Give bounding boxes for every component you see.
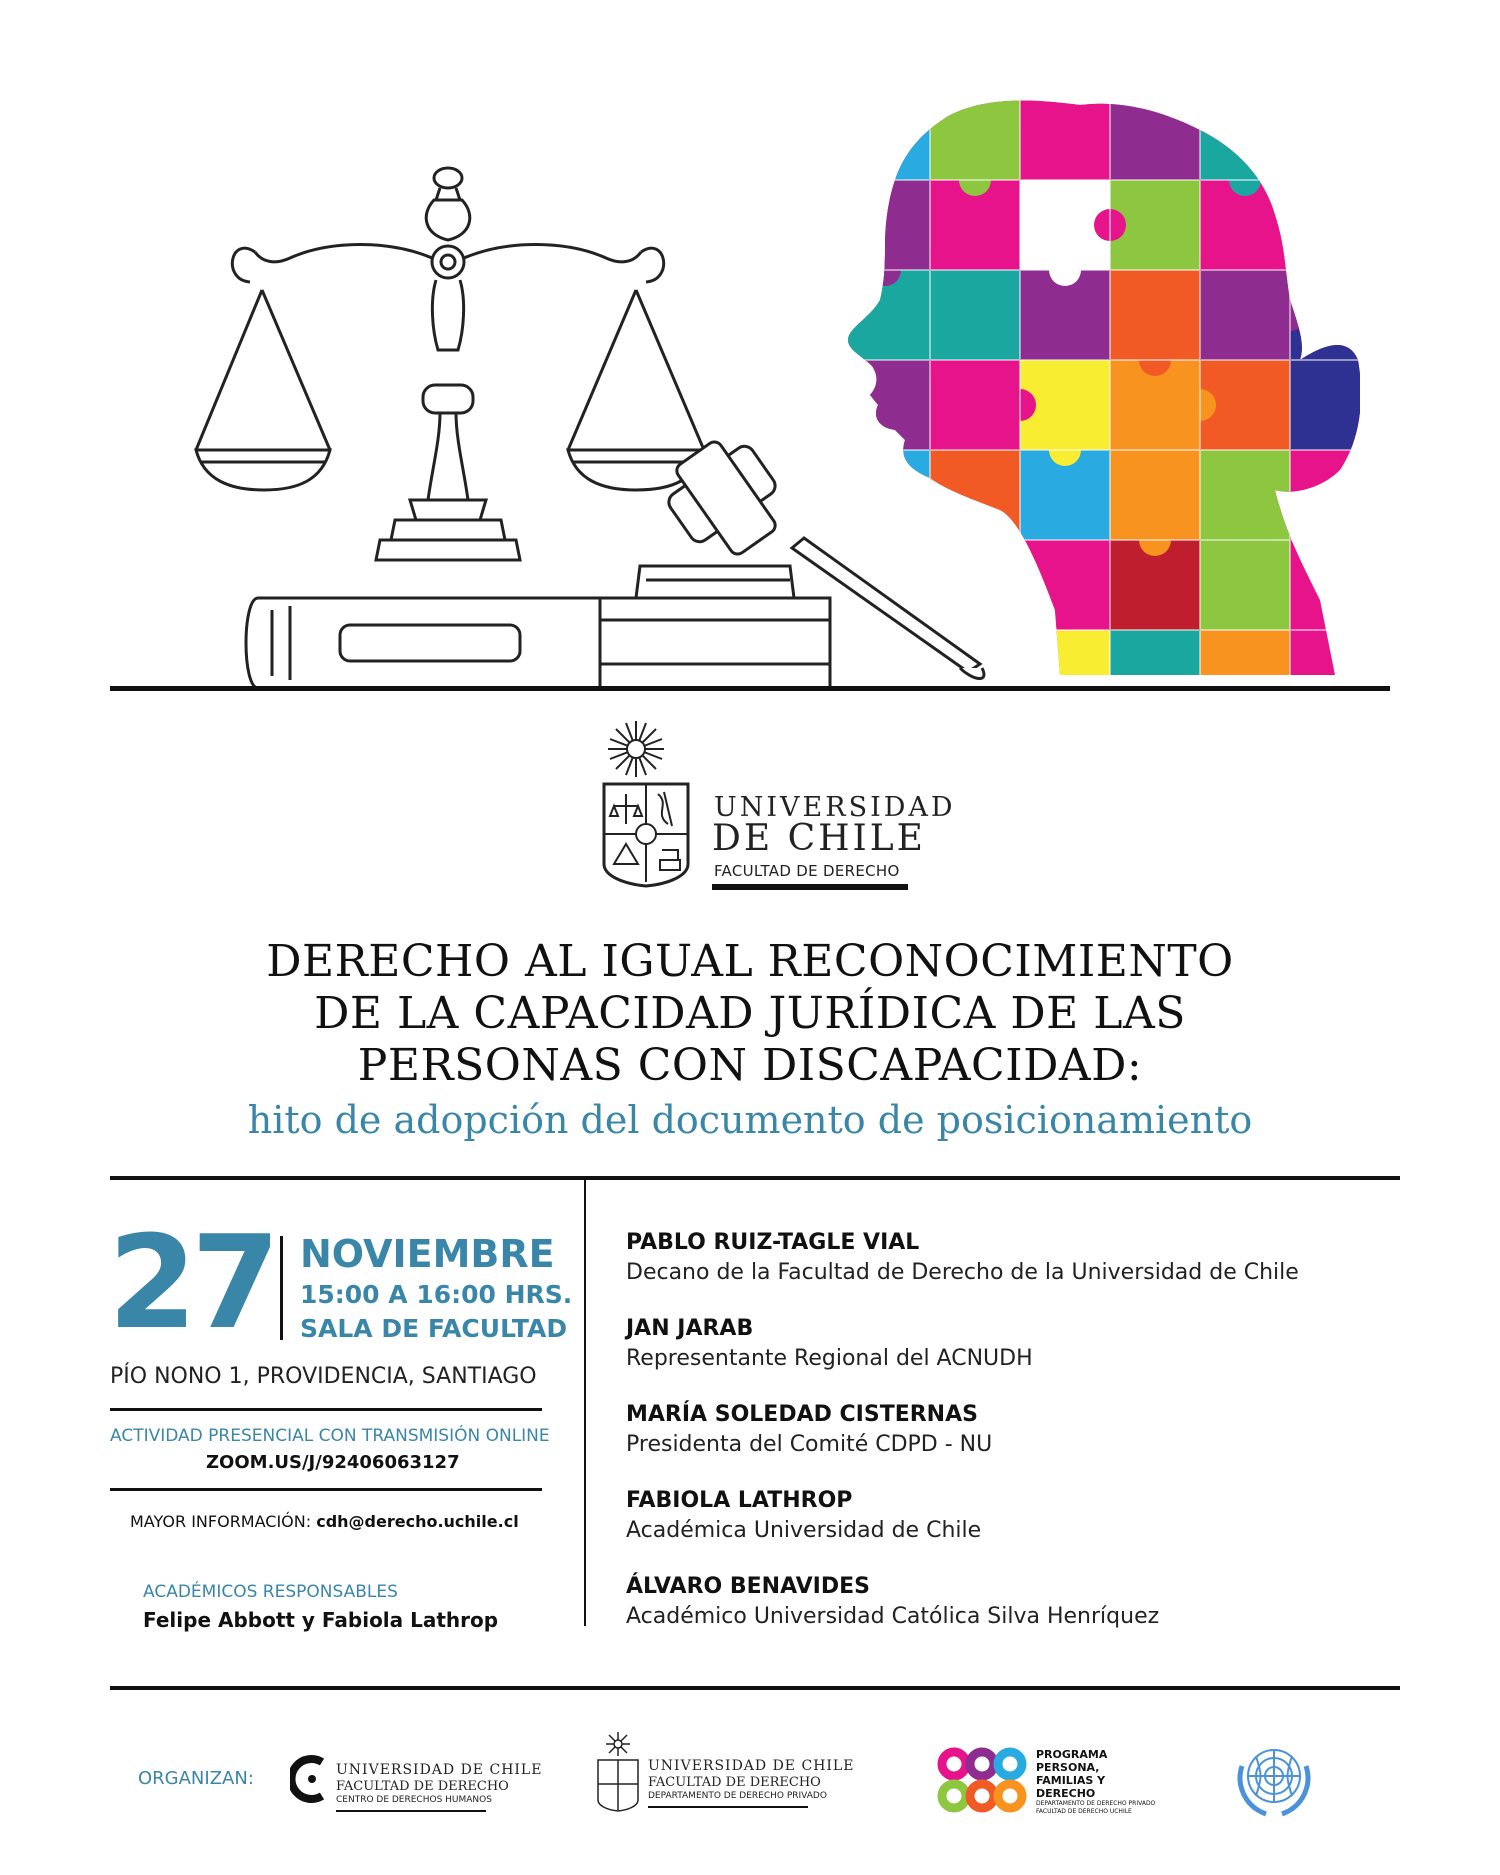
books-icon [246,566,830,688]
more-info-label: MAYOR INFORMACIÓN: [130,1512,312,1531]
logo-de-chile: DE CHILE [712,818,926,859]
speaker-role: Presidenta del Comité CDPD - NU [626,1432,993,1457]
org2-underline [648,1806,808,1808]
speaker-name: MARÍA SOLEDAD CISTERNAS [626,1402,978,1427]
centro-derechos-humanos-logo-icon [290,1754,330,1804]
event-time: 15:00 A 16:00 HRS. [300,1280,573,1309]
more-info-email[interactable]: cdh@derecho.uchile.cl [316,1512,519,1531]
scales-of-justice-icon [196,168,704,560]
title-line-2: DE LA CAPACIDAD JURÍDICA DE LAS [314,988,1186,1039]
speaker-role: Académica Universidad de Chile [626,1518,982,1543]
org1-line3: CENTRO DE DERECHOS HUMANOS [336,1795,492,1805]
more-info [130,1512,519,1531]
org3-text [1036,1748,1155,1816]
date-separator [280,1236,283,1340]
event-address: PÍO NONO 1, PROVIDENCIA, SANTIAGO [110,1364,537,1389]
organizan-label: ORGANIZAN: [138,1768,254,1789]
logo-faculty: FACULTAD DE DERECHO [714,862,900,880]
org3-line6: FACULTAD DE DERECHO UCHILE [1036,1808,1132,1815]
logo-university: UNIVERSIDAD [714,792,956,823]
subtitle: hito de adopción del documento de posicionamiento [247,1098,1253,1142]
title-line-3: PERSONAS CON DISCAPACIDAD: [357,1040,1143,1091]
org3-line2: PERSONA, [1036,1761,1100,1774]
org2-line3: DEPARTAMENTO DE DERECHO PRIVADO [648,1791,827,1801]
responsible-label: ACADÉMICOS RESPONSABLES [143,1582,398,1602]
org3-line3: FAMILIAS Y [1036,1774,1106,1787]
event-room: SALA DE FACULTAD [300,1314,568,1343]
university-crest-small-icon [594,1728,642,1812]
org3-line4: DERECHO [1036,1787,1096,1800]
hero-illustration [0,0,1500,700]
org3-line1: PROGRAMA [1036,1748,1108,1761]
un-emblem-icon [1226,1736,1322,1822]
org1-underline [336,1810,486,1812]
responsible-names: Felipe Abbott y Fabiola Lathrop [143,1608,499,1632]
org3-line5: DEPARTAMENTO DE DERECHO PRIVADO [1036,1800,1156,1807]
speaker-name: FABIOLA LATHROP [626,1488,853,1513]
divider-bottom [110,1686,1400,1690]
event-month: NOVIEMBRE [300,1232,555,1276]
org2-line2: FACULTAD DE DERECHO [648,1775,821,1790]
divider-top [110,1176,1400,1180]
event-day: 27 [108,1209,275,1358]
org2-line1: UNIVERSIDAD DE CHILE [648,1758,855,1774]
speaker-name: JAN JARAB [626,1316,754,1341]
speaker-role: Académico Universidad Católica Silva Henríquez [626,1604,1160,1629]
title-line-1: DERECHO AL IGUAL RECONOCIMIENTO [266,936,1234,987]
org1-line1: UNIVERSIDAD DE CHILE [336,1762,543,1778]
divider-left-2 [110,1488,542,1491]
logo-underline [712,884,908,890]
programa-familias-logo-icon [934,1746,1030,1816]
speaker-name: ÁLVARO BENAVIDES [626,1574,870,1599]
divider-left-1 [110,1408,542,1411]
org1-line2: FACULTAD DE DERECHO [336,1779,509,1794]
column-divider [584,1180,586,1626]
speaker-role: Decano de la Facultad de Derecho de la Universidad de Chile [626,1260,1299,1285]
speaker-role: Representante Regional del ACNUDH [626,1346,1033,1371]
speaker-name: PABLO RUIZ-TAGLE VIAL [626,1230,920,1255]
university-crest-icon [596,714,706,888]
zoom-link[interactable]: ZOOM.US/J/92406063127 [206,1452,460,1473]
puzzle-head-icon [840,90,1360,690]
event-mode: ACTIVIDAD PRESENCIAL CON TRANSMISIÓN ONLINE [110,1426,550,1446]
